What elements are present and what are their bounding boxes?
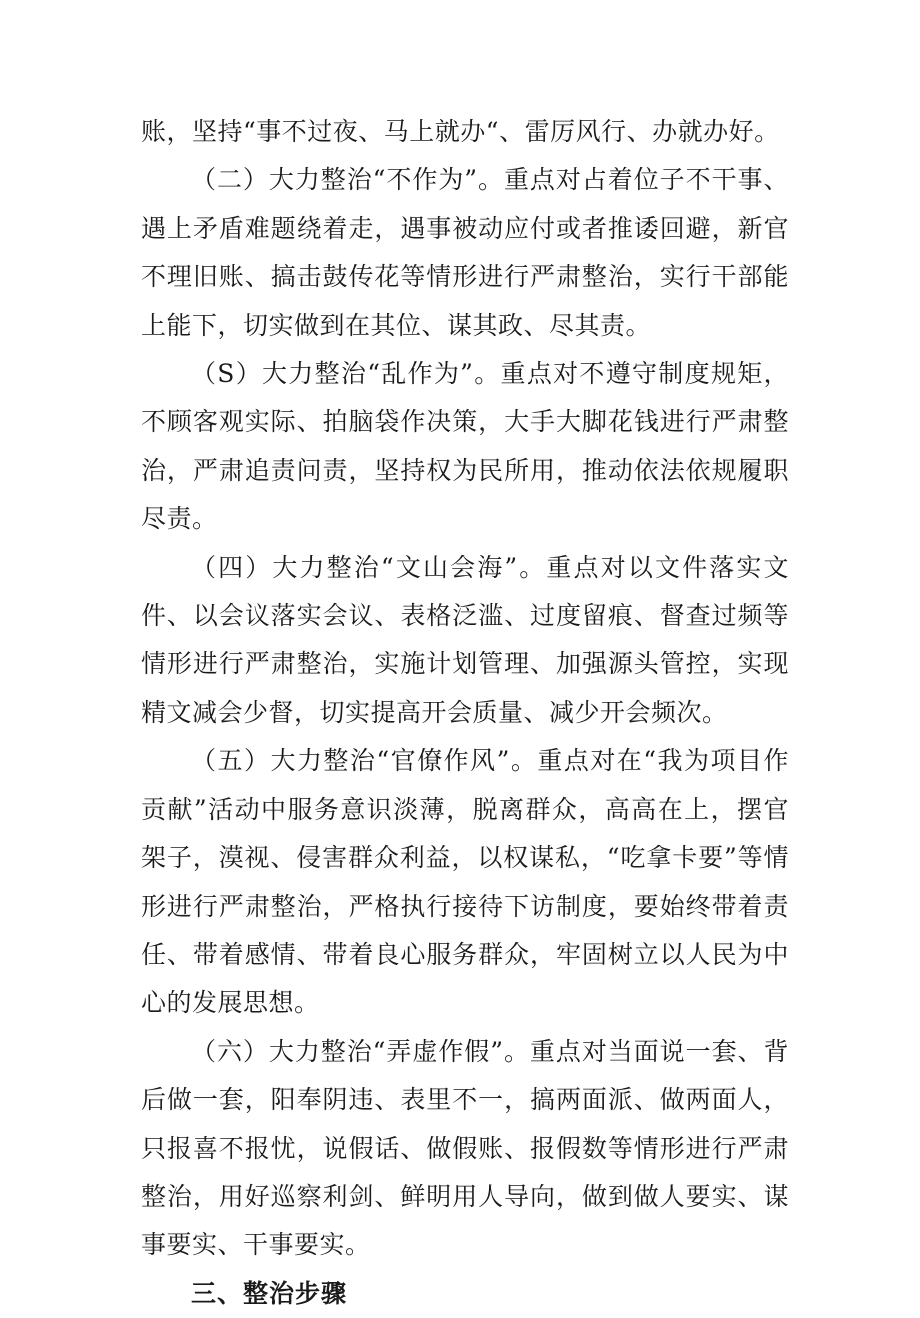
paragraph-item-4: （四）大力整治“文山会海”。重点对以文件落实文件、以会议落实会议、表格泛滥、过度留痕、督查过频等情形进行严肃整治，实施计划管理、加强源头管控，实现精文减会少督，切实提高开会质量、减少开会频次。 xyxy=(141,552,789,727)
paragraph-item-2: （二）大力整治“不作为”。重点对占着位子不干事、遇上矛盾难题绕着走，遇事被动应付或者推诿回避，新官不理旧账、搞击鼓传花等情形进行严肃整治，实行干部能上能下，切实做到在其位、谋其政、尽其责。 xyxy=(141,165,789,340)
section-heading: 三、整治步骤 xyxy=(191,1278,348,1308)
paragraph-item-6: （六）大力整治“弄虚作假”。重点对当面说一套、背后做一套，阳奉阴违、表里不一，搞两面派、做两面人，只报喜不报忧，说假话、做假账、报假数等情形进行严肃整治，用好巡察利剑、鲜明用人导向，做到做人要实、谋事要实、干事要实。 xyxy=(141,1036,789,1260)
paragraph-continuation: 账，坚持“事不过夜、马上就办“、雷厉风行、办就办好。 xyxy=(141,117,780,146)
paragraph-item-5: （五）大力整治“官僚作风”。重点对在“我为项目作贡献”活动中服务意识淡薄，脱离群众，高高在上，摆官架子，漠视、侵害群众利益，以权谋私，“吃拿卡要”等情形进行严肃整治，严格执行接待下访制度，要始终带着责任、带着感情、带着良心服务群众，牢固树立以人民为中心的发展思想。 xyxy=(141,746,789,1018)
document-body xyxy=(141,108,789,1318)
paragraph-item-3: （S）大力整治“乱作为”。重点对不遵守制度规矩，不顾客观实际、拍脑袋作决策，大手大脚花钱进行严肃整治，严肃追责问责，坚持权为民所用，推动依法依规履职尽责。 xyxy=(141,359,789,534)
